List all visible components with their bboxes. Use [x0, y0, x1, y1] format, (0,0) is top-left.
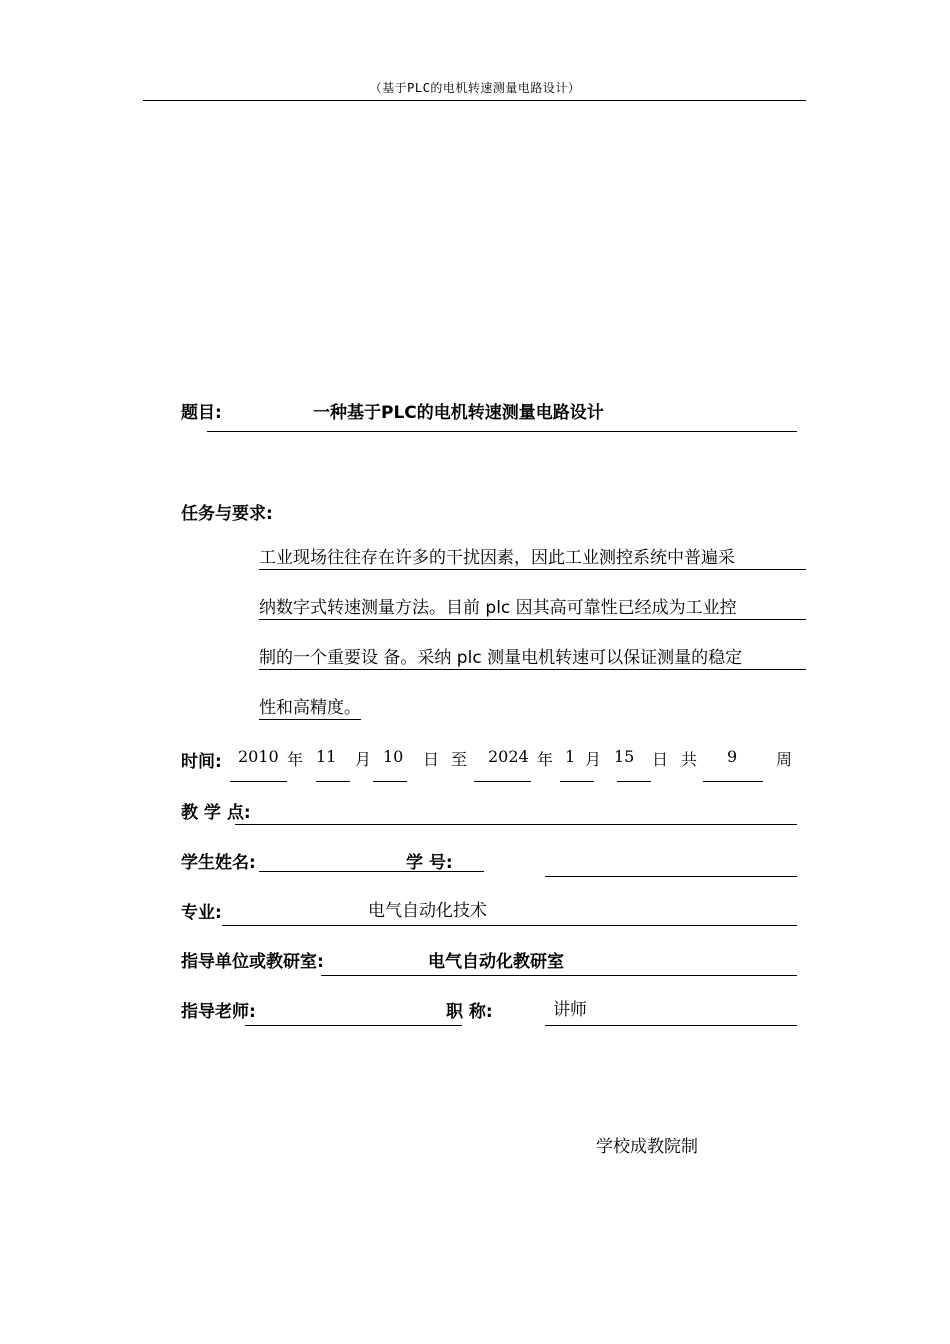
day-char-1: 日	[423, 750, 440, 769]
end-month-underline	[560, 781, 594, 782]
rank-underline	[545, 1025, 797, 1026]
location-label: 教 学 点:	[181, 803, 251, 823]
advisor-underline	[245, 1025, 462, 1026]
start-day: 10	[383, 747, 404, 766]
end-month: 1	[565, 747, 576, 766]
task-line-2: 纳数字式转速测量方法。目前 plc 因其高可靠性已经成为工业控	[259, 597, 806, 620]
year-char-2: 年	[537, 750, 554, 769]
start-month-underline	[316, 781, 350, 782]
weeks-value: 9	[727, 747, 738, 766]
student-id-label: 学 号:	[406, 853, 453, 873]
header-rule	[143, 100, 806, 101]
rank-label: 职 称:	[446, 1002, 493, 1022]
start-day-underline	[373, 781, 407, 782]
task-label: 任务与要求:	[181, 504, 273, 524]
end-year: 2024	[488, 747, 529, 766]
unit-underline	[321, 975, 797, 976]
student-id-underline	[545, 876, 797, 877]
end-day: 15	[614, 747, 635, 766]
running-header: （基于PLC的电机转速测量电路设计）	[369, 81, 581, 95]
major-label: 专业:	[181, 903, 222, 923]
month-char-2: 月	[585, 750, 602, 769]
title-underline	[207, 431, 797, 432]
task-line-3: 制的一个重要设 备。采纳 plc 测量电机转速可以保证测量的稳定	[259, 647, 806, 670]
location-underline	[235, 824, 797, 825]
end-day-underline	[617, 781, 651, 782]
time-label: 时间:	[181, 752, 222, 772]
end-year-underline	[474, 781, 531, 782]
student-name-label: 学生姓名:	[181, 853, 256, 873]
year-char-1: 年	[287, 750, 304, 769]
title-label: 题目:	[181, 403, 222, 423]
title-value: 一种基于PLC的电机转速测量电路设计	[313, 403, 604, 423]
month-char-1: 月	[355, 750, 372, 769]
task-line-1: 工业现场往往存在许多的干扰因素，因此工业测控系统中普遍采	[259, 547, 806, 570]
major-value: 电气自动化技术	[368, 901, 487, 921]
start-year-underline	[230, 781, 287, 782]
advisor-label: 指导老师:	[181, 1002, 256, 1022]
task-line-4: 性和高精度。	[259, 698, 361, 718]
start-month: 11	[316, 747, 337, 766]
rank-value: 讲师	[553, 1000, 587, 1020]
unit-value: 电气自动化教研室	[428, 952, 564, 972]
to-char: 至	[451, 750, 468, 769]
weeks-underline	[703, 781, 763, 782]
total-char: 共	[681, 750, 698, 769]
day-char-2: 日	[652, 750, 669, 769]
unit-label: 指导单位或教研室:	[181, 952, 324, 972]
start-year: 2010	[238, 747, 279, 766]
time-row	[0, 747, 950, 771]
issuer-text: 学校成教院制	[596, 1137, 698, 1157]
major-underline	[222, 925, 797, 926]
weeks-char: 周	[776, 750, 793, 769]
